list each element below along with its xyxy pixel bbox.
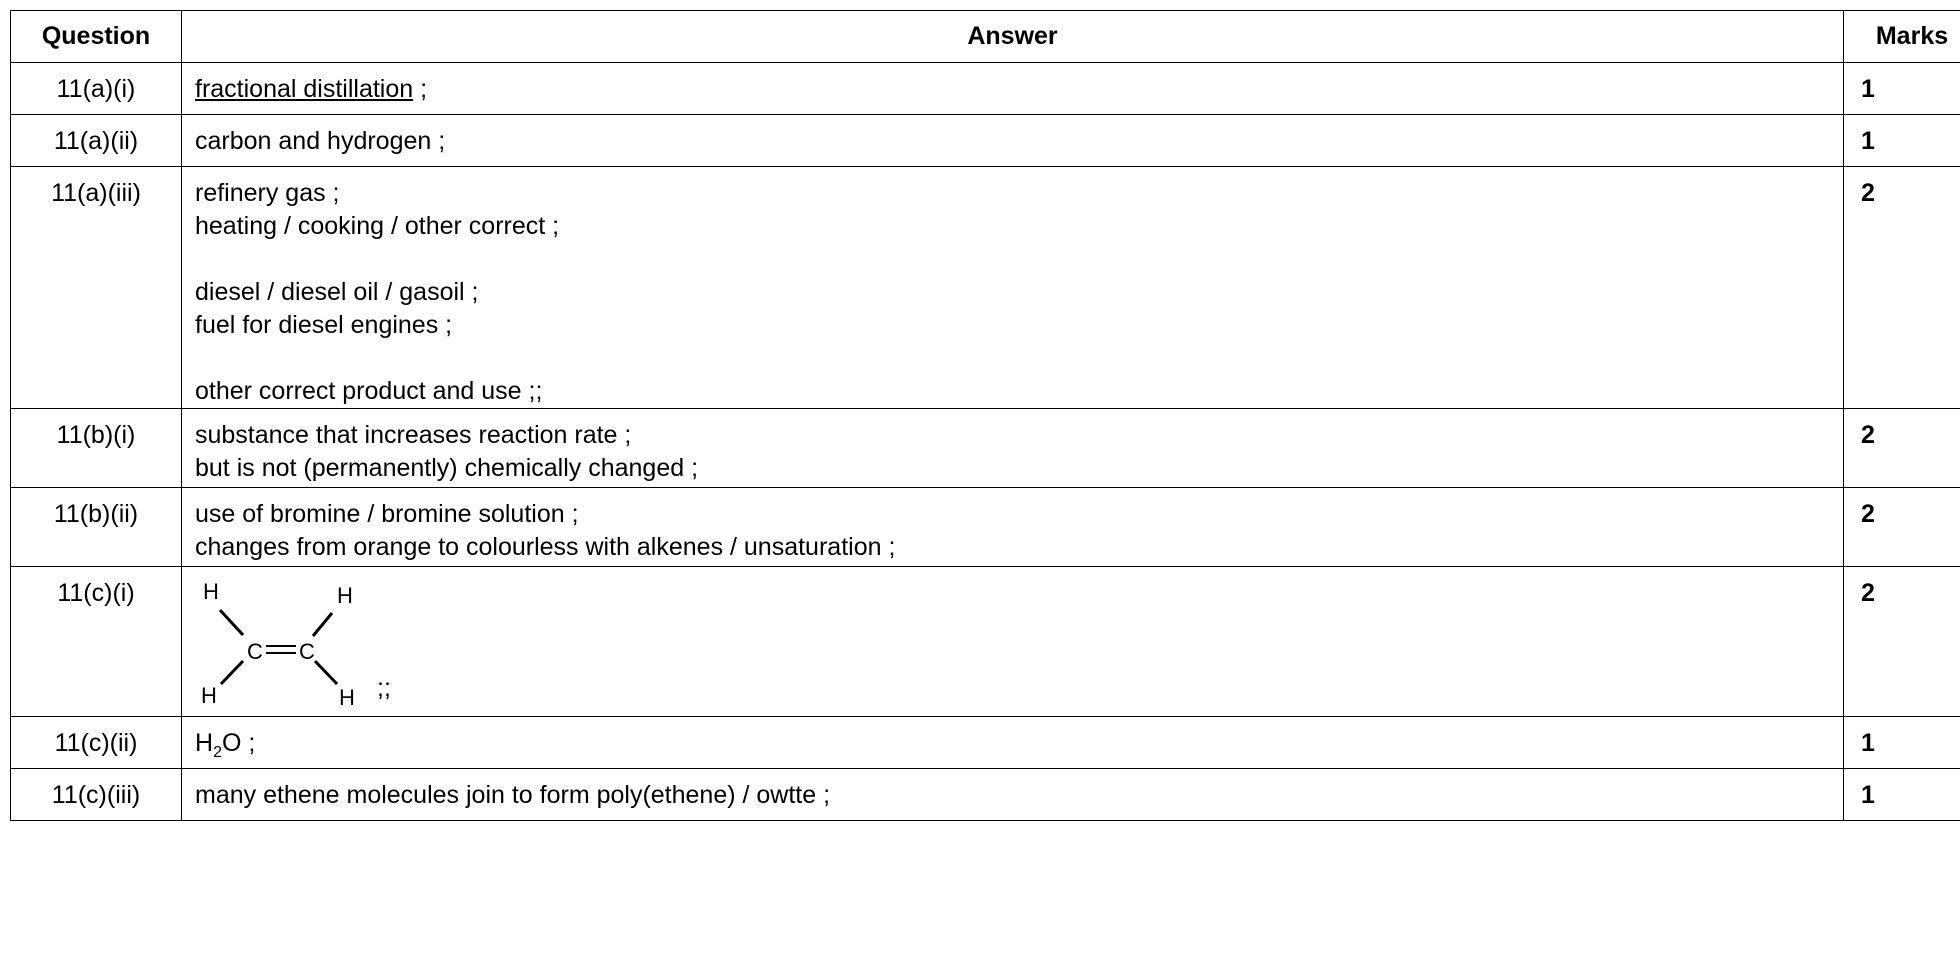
formula-o: O (221, 729, 242, 757)
atom-c-left: C (247, 639, 263, 664)
marks-value: 2 (1844, 488, 1960, 567)
atom-c-right: C (299, 639, 315, 664)
marks-value: 2 (1844, 567, 1960, 717)
marks-value: 2 (1844, 409, 1960, 488)
answer-cell (182, 167, 1844, 409)
answer-line: carbon and hydrogen ; (195, 127, 446, 155)
table-row (11, 167, 1960, 409)
formula-h: H (195, 729, 214, 757)
answer-column-header: Answer (182, 11, 1844, 63)
marks-value: 1 (1844, 769, 1960, 821)
mark-scheme-table (10, 10, 1960, 821)
answer-spacer (195, 243, 1831, 276)
answer-cell (182, 409, 1844, 488)
answer-suffix: ; (241, 729, 256, 757)
table-row (11, 567, 1960, 717)
bond-top-right (313, 613, 332, 636)
question-number: 11(a)(i) (11, 63, 182, 115)
atom-h-bottom-right: H (339, 685, 355, 707)
marks-value: 1 (1844, 63, 1960, 115)
header-row (11, 11, 1960, 63)
answer-line: many ethene molecules join to form poly(ethene) / owtte ; (195, 781, 831, 809)
marks-value: 2 (1844, 167, 1960, 409)
answer-line: substance that increases reaction rate ; (195, 421, 632, 449)
answer-line: use of bromine / bromine solution ; (195, 500, 579, 528)
atom-h-bottom-left: H (201, 683, 217, 707)
formula-subscript: 2 (213, 744, 222, 761)
question-number: 11(c)(ii) (11, 717, 182, 769)
question-number: 11(a)(iii) (11, 167, 182, 409)
answer-cell (182, 717, 1844, 769)
answer-cell (182, 769, 1844, 821)
answer-cell (182, 488, 1844, 567)
table-row (11, 409, 1960, 488)
answer-line: fuel for diesel engines ; (195, 311, 453, 339)
answer-spacer (195, 342, 1831, 375)
table-row (11, 115, 1960, 167)
answer-suffix: ;; (377, 674, 391, 702)
answer-cell (182, 567, 1844, 717)
question-number: 11(a)(ii) (11, 115, 182, 167)
table-row (11, 63, 1960, 115)
answer-cell (182, 63, 1844, 115)
answer-line: refinery gas ; (195, 179, 340, 207)
answer-line: heating / cooking / other correct ; (195, 212, 560, 240)
question-column-header: Question (11, 11, 182, 63)
answer-line: other correct product and use ;; (195, 377, 543, 405)
marks-value: 1 (1844, 717, 1960, 769)
table-row (11, 769, 1960, 821)
table-row (11, 717, 1960, 769)
ethene-structural-formula (195, 577, 375, 707)
bond-bottom-left (221, 661, 243, 684)
answer-line: changes from orange to colourless with alkenes / unsaturation ; (195, 533, 896, 561)
bond-bottom-right (315, 661, 337, 684)
answer-line: but is not (permanently) chemically changed ; (195, 454, 699, 482)
marks-column-header: Marks (1844, 11, 1960, 63)
question-number: 11(b)(i) (11, 409, 182, 488)
answer-underlined-text: fractional distillation (195, 75, 414, 103)
ethene-structure (195, 577, 391, 707)
marks-value: 1 (1844, 115, 1960, 167)
question-number: 11(b)(ii) (11, 488, 182, 567)
atom-h-top-right: H (337, 583, 353, 608)
bond-top-left (220, 610, 243, 635)
question-number: 11(c)(i) (11, 567, 182, 717)
table-row (11, 488, 1960, 567)
question-number: 11(c)(iii) (11, 769, 182, 821)
answer-cell (182, 115, 1844, 167)
answer-suffix: ; (413, 75, 428, 103)
answer-line: diesel / diesel oil / gasoil ; (195, 278, 479, 306)
atom-h-top-left: H (203, 579, 219, 604)
